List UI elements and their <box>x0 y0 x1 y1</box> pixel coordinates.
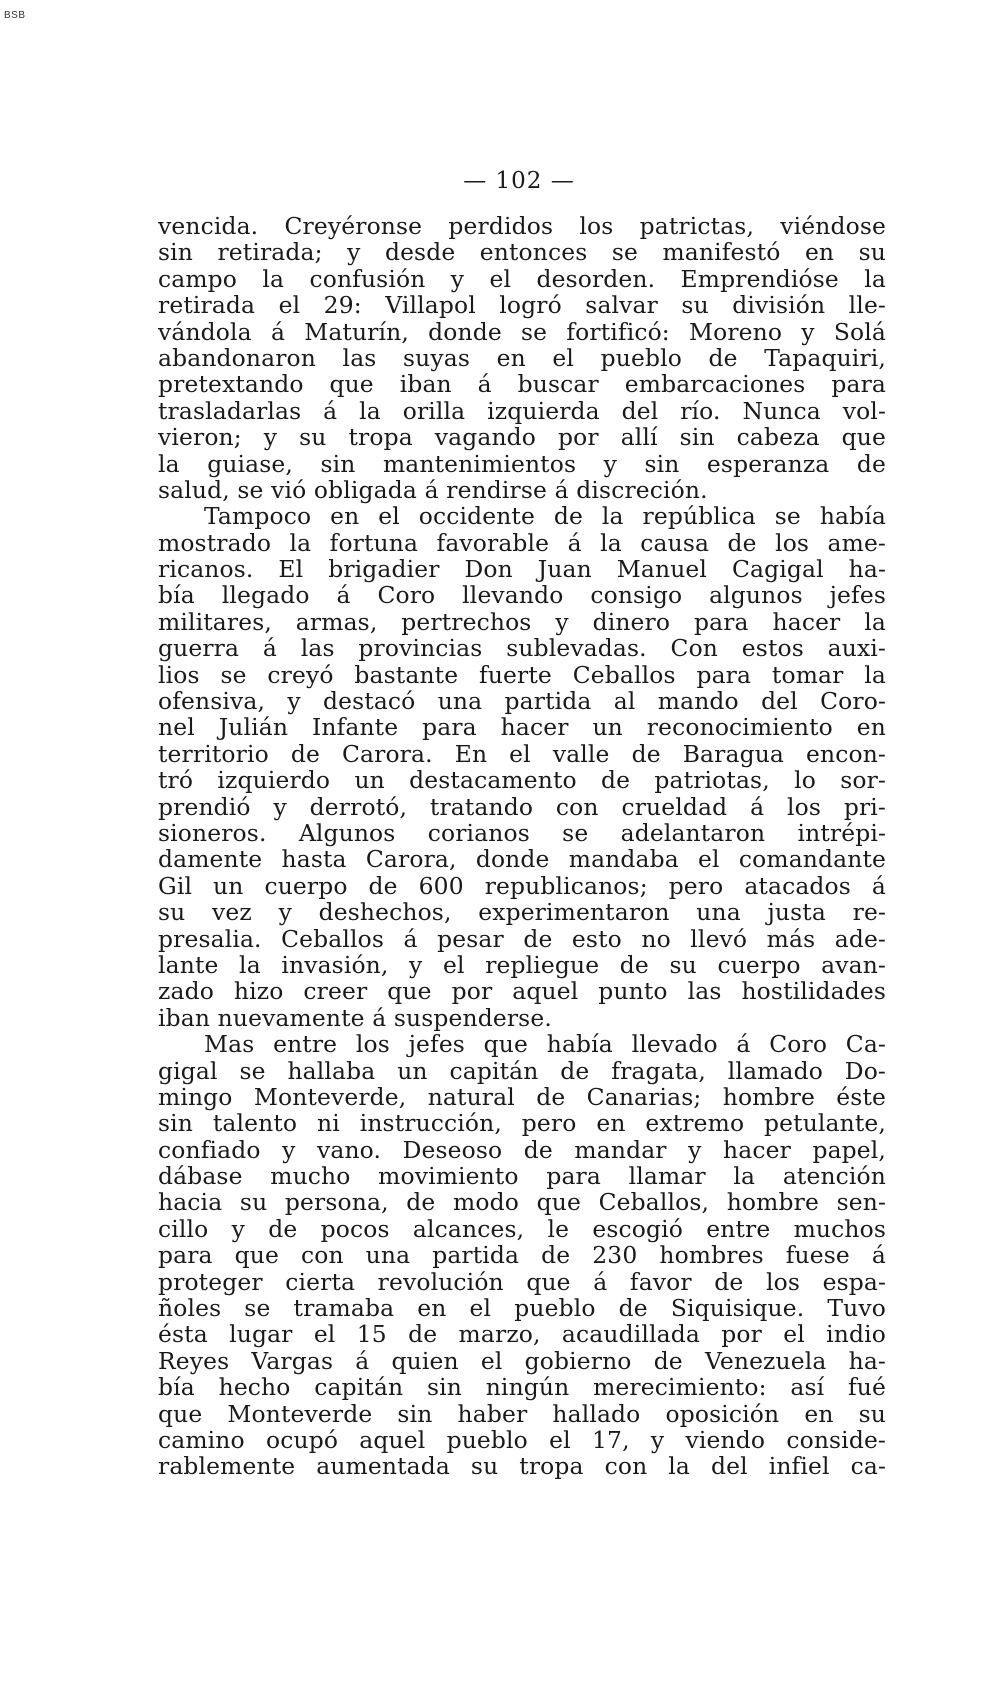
text-line: Mas entre los jefes que había llevado á Coro Ca- <box>204 1030 886 1059</box>
text-line: lios se creyó bastante fuerte Ceballos para tomar la <box>158 660 886 689</box>
text-line: sioneros. Algunos corianos se adelantaron intrépi- <box>158 818 886 847</box>
text-line: zado hizo creer que por aquel punto las hostilidades <box>158 977 886 1006</box>
text-line: ñoles se tramaba en el pueblo de Siquisique. Tuvo <box>158 1294 886 1323</box>
text-line: lante la invasión, y el repliegue de su cuerpo avan- <box>158 950 886 979</box>
text-line: que Monteverde sin haber hallado oposición en su <box>158 1399 886 1428</box>
text-line: militares, armas, pertrechos y dinero para hacer la <box>158 607 886 636</box>
text-line: vencida. Creyéronse perdidos los patrictas, viéndose <box>158 212 886 240</box>
text-line: mingo Monteverde, natural de Canarias; hombre éste <box>158 1082 886 1111</box>
text-line: cillo y de pocos alcances, le escogió entre muchos <box>158 1214 886 1243</box>
text-line: dábase mucho movimiento para llamar la atención <box>158 1162 886 1191</box>
page-number: — 102 — <box>463 168 575 194</box>
text-line: tró izquierdo un destacamento de patriotas, lo sor- <box>158 766 886 795</box>
text-line: sin retirada; y desde entonces se manifestó en su <box>158 238 886 267</box>
text-line: damente hasta Carora, donde mandaba el comandante <box>158 845 886 874</box>
text-line: vieron; y su tropa vagando por allí sin cabeza que <box>158 423 886 452</box>
text-line: retirada el 29: Villapol logró salvar su división lle- <box>158 291 886 320</box>
text-line: gigal se hallaba un capitán de fragata, llamado Do- <box>158 1056 886 1085</box>
text-line: camino ocupó aquel pueblo el 17, y viendo conside- <box>158 1425 886 1454</box>
text-line: bía hecho capitán sin ningún merecimiento: así fué <box>158 1373 886 1402</box>
text-line: su vez y deshechos, experimentaron una justa re- <box>158 898 886 927</box>
text-line: confiado y vano. Deseoso de mandar y hacer papel, <box>158 1135 886 1164</box>
text-line: Gil un cuerpo de 600 republicanos; pero atacados á <box>158 871 886 900</box>
text-line: ofensiva, y destacó una partida al mando del Coro- <box>158 687 886 716</box>
text-line: vándola á Maturín, donde se fortificó: Moreno y Solá <box>158 317 886 346</box>
library-stamp: BSB <box>4 10 26 21</box>
text-line: guerra á las provincias sublevadas. Con estos auxi- <box>158 634 886 663</box>
text-line: hacia su persona, de modo que Ceballos, hombre sen- <box>158 1188 886 1217</box>
text-line: bía llegado á Coro llevando consigo algunos jefes <box>158 581 886 610</box>
text-line: iban nuevamente á suspenderse. <box>158 1003 552 1032</box>
text-line: campo la confusión y el desorden. Emprendióse la <box>158 264 886 293</box>
text-line: Tampoco en el occidente de la república se había <box>204 502 886 531</box>
text-line: Reyes Vargas á quien el gobierno de Venezuela ha- <box>158 1346 886 1375</box>
text-line: ricanos. El brigadier Don Juan Manuel Cagigal ha- <box>158 555 886 584</box>
text-line: abandonaron las suyas en el pueblo de Tapaquiri, <box>158 343 886 372</box>
text-line: sin talento ni instrucción, pero en extremo petulante, <box>158 1109 886 1138</box>
text-line: trasladarlas á la orilla izquierda del río. Nunca vol- <box>158 396 886 425</box>
text-line: salud, se vió obligada á rendirse á discreción. <box>158 475 708 504</box>
text-line: pretextando que iban á buscar embarcaciones para <box>158 370 886 399</box>
text-line: para que con una partida de 230 hombres fuese á <box>158 1241 886 1270</box>
text-line: presalia. Ceballos á pesar de esto no llevó más ade- <box>158 924 886 953</box>
body-text <box>158 213 886 1480</box>
text-line: proteger cierta revolución que á favor de los espa- <box>158 1267 886 1296</box>
text-line: prendió y derrotó, tratando con crueldad á los pri- <box>158 792 886 821</box>
text-line: mostrado la fortuna favorable á la causa de los ame- <box>158 528 886 557</box>
text-line: rablemente aumentada su tropa con la del infiel ca- <box>158 1452 886 1481</box>
text-line: nel Julián Infante para hacer un reconocimiento en <box>158 713 886 742</box>
text-line: territorio de Carora. En el valle de Baragua encon- <box>158 739 886 768</box>
text-line: ésta lugar el 15 de marzo, acaudillada por el indio <box>158 1320 886 1349</box>
text-line: la guiase, sin mantenimientos y sin esperanza de <box>158 449 886 478</box>
